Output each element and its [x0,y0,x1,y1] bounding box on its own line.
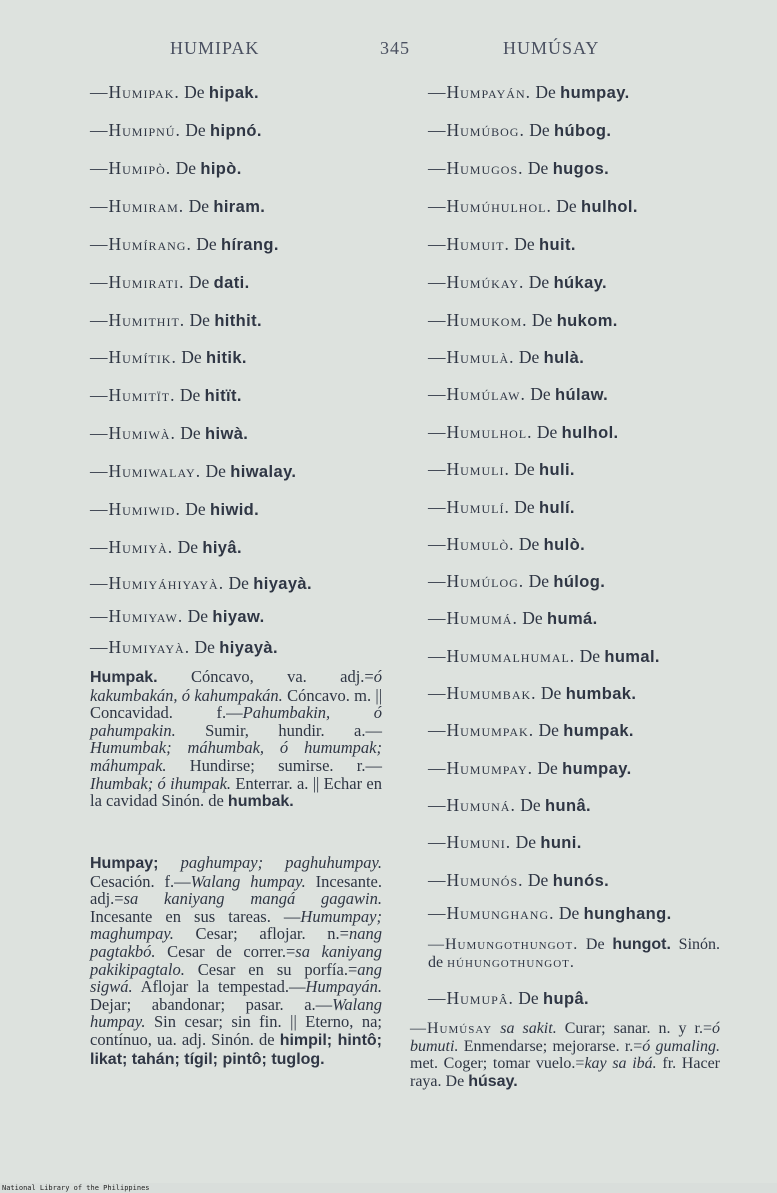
entry: —Humithit. De hithit. [90,310,263,330]
entry: —Humuni. De huni. [428,832,582,852]
entry: —Humúhulhol. De hulhol. [428,196,638,216]
entry-humpak: Humpak. Cóncavo, va. adj.=ó kakumbakán, ó kahumpakán. Cóncavo. m. || Concavidad. f.—Pahumbakin, ó pahumpakin. Sumir, hundir. a.—Humumbak; máhumbak, ó humumpak; máhumpak. Hundirse; sumirse. r.—Ihumbak; ó ihumpak. Enterrar. a. || Echar en la cavidad Sinón. de humbak. [90,667,382,811]
entry: —Humipnú. De hipnó. [90,120,262,140]
footer-credit: National Library of the Philippines [2,1184,150,1192]
entry: —Humunós. De hunós. [428,870,610,890]
entry: —Humirati. De dati. [90,272,250,292]
entry: —Humugos. De hugos. [428,158,610,178]
entry: —Humumbak. De humbak. [428,683,637,703]
entry: —Humúlog. De húlog. [428,571,606,591]
entry: —Humipak. De hipak. [90,82,259,102]
entry: —Humiyayà. De hiyayà. [90,637,278,657]
entry: —Humiwid. De hiwid. [90,499,260,519]
entry: —Humumá. De humá. [428,608,598,628]
entry: —Humitït. De hitït. [90,385,242,405]
running-head-right: HUMÚSAY [503,38,600,58]
entry: —Humpayán. De humpay. [428,82,630,102]
entry: —Humumalhumal. De humal. [428,646,660,666]
entry-humusay: —Humúsay sa sakit. Curar; sanar. n. y r.=ó bumuti. Enmendarse; mejorarse. r.=ó gumaling. met. Coger; tomar vuelo.=kay sa ibá. fr. Hacer raya. De húsay. [410,1020,720,1090]
entry: —Humumpay. De humpay. [428,758,632,778]
entry: —Humipò. De hipò. [90,158,242,178]
entry: —Humulí. De hulí. [428,497,575,517]
entry: —Humúbog. De húbog. [428,120,612,140]
entry-hungothungot: —Humungothungot. De hungot. Sinón. de húhungothungot. [428,936,721,971]
entry: —Humiyà. De hiyâ. [90,537,242,557]
entry: —Humiram. De hiram. [90,196,266,216]
entry: —Humumpak. De humpak. [428,720,634,740]
entry-humpay: Humpay; paghumpay; paghuhumpay. Cesación. f.—Walang humpay. Incesante. adj.=sa kaniyang mangá gagawin. Incesante en sus tareas. —Humumpay; maghumpay. Cesar; aflojar. n.=nang pagtakbó. Cesar de correr.=sa kaniyang pakikipagtalo. Cesar en su porfía.=ang sigwá. Aflojar la tempestad.—Humpayán. Dejar; abandonar; pasar. a.—Walang humpay. Sin cesar; sin fin. || Eterno, na; contínuo, ua. adj. Sinón. de himpil; hintô; likat; tahán; tígil; pintô; tuglog. [90,853,382,1068]
entry: —Humuli. De huli. [428,459,575,479]
entry: —Humuit. De huit. [428,234,576,254]
running-head-left: HUMIPAK [170,38,260,58]
entry: —Humukom. De hukom. [428,310,618,330]
entry: —Humulò. De hulò. [428,534,586,554]
entry: —Humúlaw. De húlaw. [428,384,609,404]
entry: —Humiyaw. De hiyaw. [90,606,265,626]
entry: —Humulhol. De hulhol. [428,422,619,442]
entry: —Humírang. De hírang. [90,234,279,254]
entry: —Humunghang. De hunghang. [428,903,672,923]
entry: —Humúkay. De húkay. [428,272,608,292]
entry: —Humítik. De hitik. [90,347,247,367]
entry: —Humiwalay. De hiwalay. [90,461,297,481]
entry: —Humulà. De hulà. [428,347,585,367]
entry-humupa: —Humupâ. De hupâ. [428,988,590,1008]
entry: —Humiyáhiyayà. De hiyayà. [90,573,312,593]
entry: —Humuná. De hunâ. [428,795,592,815]
page-number: 345 [380,38,410,58]
entry: —Humiwà. De hiwà. [90,423,249,443]
